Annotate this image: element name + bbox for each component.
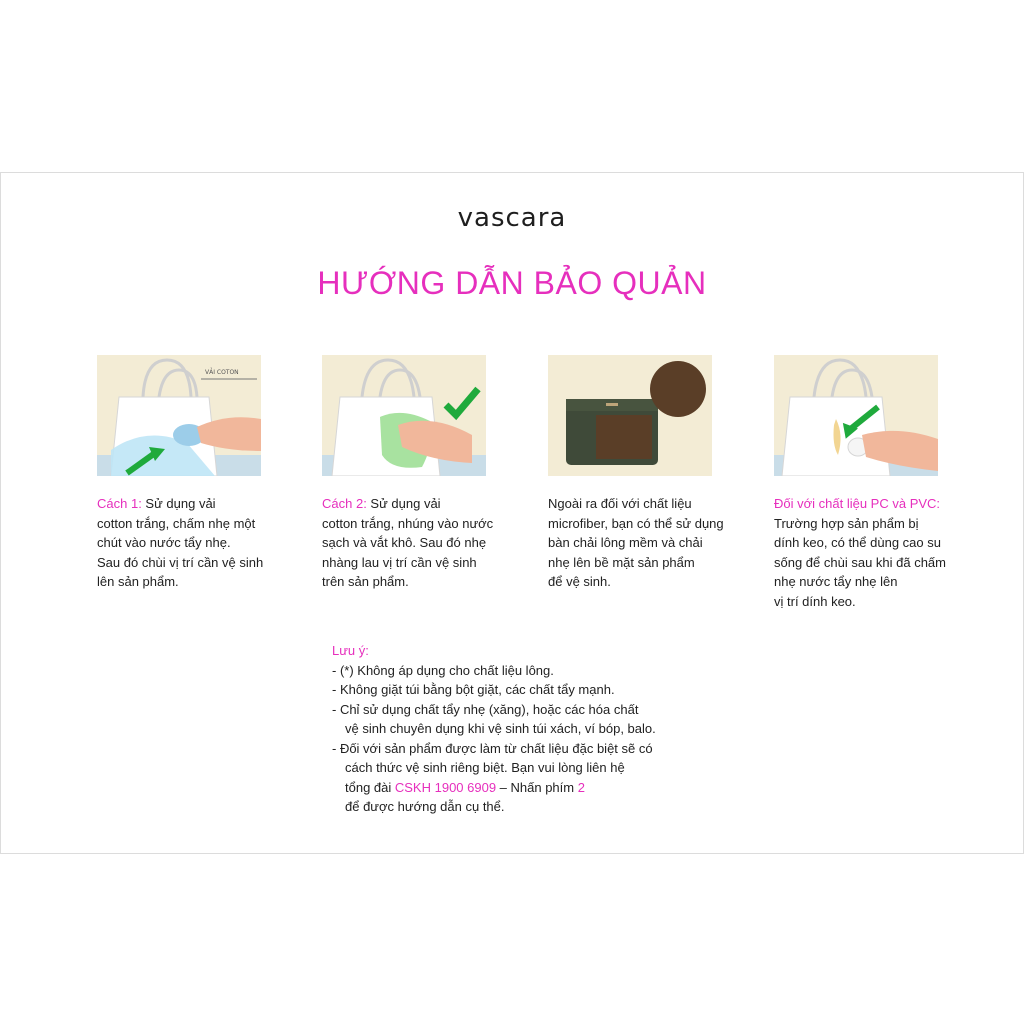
care-guide-card — [0, 172, 1024, 854]
step-3 — [548, 355, 728, 592]
step-4-label: Đối với chất liệu PC và PVC: — [774, 496, 941, 511]
hotline-number: CSKH 1900 6909 — [394, 779, 497, 795]
step-2 — [322, 355, 502, 592]
note-item: - (*) Không áp dụng cho chất liệu lông. — [332, 662, 554, 678]
hotline-key: 2 — [577, 779, 585, 795]
step-4-description: Đối với chất liệu PC và PVC: Trường hợp sản phẩm bị dính keo, có thể dùng cao su sống để chùi sau khi đã chấm nhẹ nước tẩy nhẹ lên vị trí dính keo. — [774, 494, 954, 611]
notes-heading: Lưu ý: — [332, 643, 369, 658]
page-title: HƯỚNG DẪN BẢO QUẢN — [317, 265, 707, 301]
step-4-illustration — [774, 355, 938, 476]
step-3-illustration — [548, 355, 712, 476]
note-item: cách thức vệ sinh riêng biệt. Bạn vui lòng liên hệ — [345, 760, 625, 775]
step-2-illustration — [322, 355, 486, 476]
brand-logo: vascara — [457, 203, 567, 233]
notes-section — [332, 641, 656, 817]
step-1-description: Cách 1: Sử dụng vải cotton trắng, chấm nhẹ một chút vào nước tẩy nhẹ. Sau đó chùi vị trí cần vệ sinh lên sản phẩm. — [97, 496, 264, 589]
step-2-label: Cách 2: — [322, 496, 367, 511]
step-3-description: Ngoài ra đối với chất liệu microfiber, bạn có thể sử dụng bàn chải lông mềm và chải nhẹ lên bề mặt sản phẩm để vệ sinh. — [548, 496, 724, 589]
note-item: để được hướng dẫn cụ thể. — [345, 799, 505, 814]
step-2-description: Cách 2: Sử dụng vải cotton trắng, nhúng vào nước sạch và vắt khô. Sau đó nhẹ nhàng lau vị trí cần vệ sinh trên sản phẩm. — [322, 496, 494, 589]
note-item: vệ sinh chuyên dụng khi vệ sinh túi xách, ví bóp, balo. — [345, 721, 656, 736]
contact-line: tổng đài CSKH 1900 6909 – Nhấn phím 2 — [345, 779, 585, 795]
fabric-label: VẢI COTON — [205, 369, 239, 376]
step-1-illustration — [97, 355, 261, 476]
note-item: - Đối với sản phẩm được làm từ chất liệu đặc biệt sẽ có — [332, 740, 653, 756]
step-4 — [774, 355, 954, 611]
step-1 — [97, 355, 277, 592]
note-item: - Chỉ sử dụng chất tẩy nhẹ (xăng), hoặc các hóa chất — [332, 701, 639, 717]
note-item: - Không giặt túi bằng bột giặt, các chất tẩy mạnh. — [332, 682, 615, 697]
step-1-label: Cách 1: — [97, 496, 142, 511]
